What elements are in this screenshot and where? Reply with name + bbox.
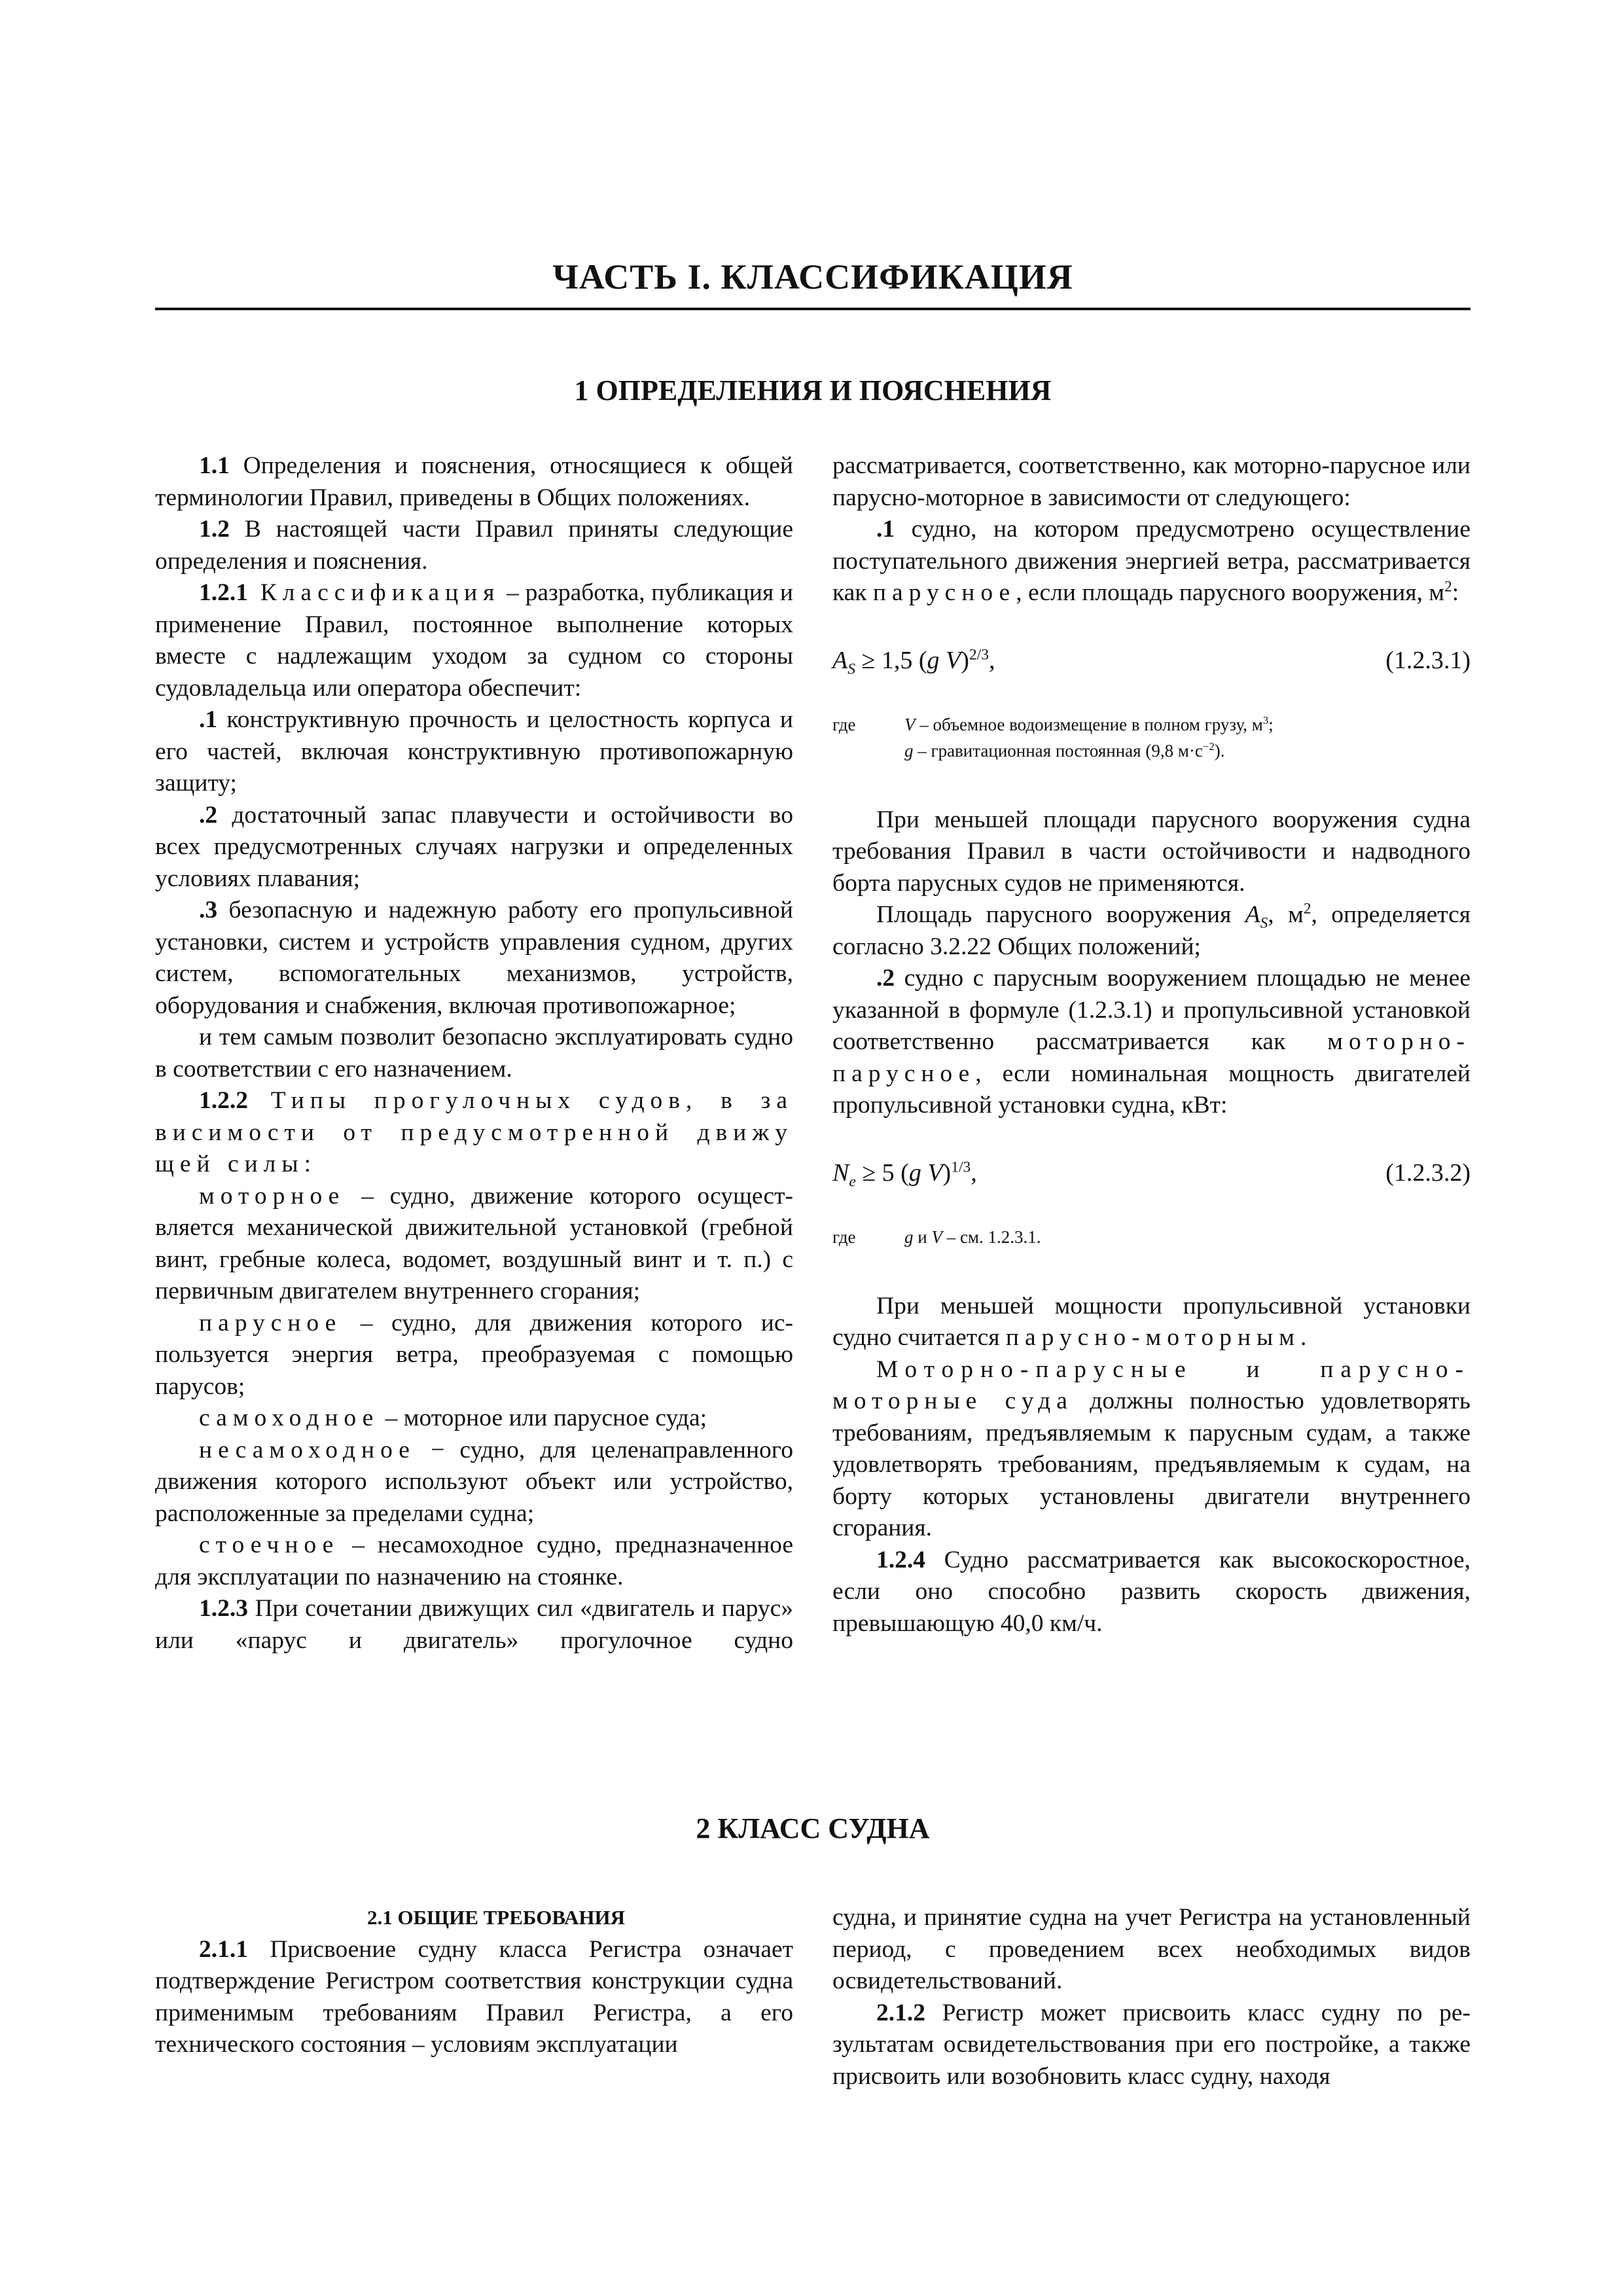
item-2: .2 достаточный запас плавучести и остойчивости во всех предусмотренных случаях нагрузки и определенных условиях плавания; <box>155 801 793 892</box>
section-2-right-column <box>832 1902 1471 2092</box>
formula-number: (1.2.3.1) <box>1385 646 1471 674</box>
paragraph-1-2-2: 1.2.2 Типы прогулочных судов, в за <box>199 1087 793 1114</box>
paragraph-1-2-2-line3: щей силы: <box>155 1151 317 1177</box>
paragraph-continuation: судна, и принятие судна на учет Регистра на установленный период, с проведением всех необходимых видов освидетельствований. <box>832 1904 1471 1994</box>
formula-1-2-3-1: $A_S \ge 1,5$ (g V)$^{2/3}$, (1.2.3.1) <box>832 645 1471 684</box>
section-1-title: 1 ОПРЕДЕЛЕНИЯ И ПОЯСНЕНИЯ <box>574 374 1052 406</box>
formula-number: (1.2.3.2) <box>1385 1158 1471 1187</box>
title-rule <box>155 308 1471 310</box>
paragraph-2-1-1: 2.1.1 Присвоение судну класса Регистра означает подтверждение Регистром соответствия конструкции судна применимым требованиям Правил Регистра, а его технического состояния – условиям эксплуатации <box>155 1935 793 2058</box>
formula-legend-2: где g и V – см. 1.2.3.1. <box>832 1227 1041 1247</box>
term-self-propelled: самоходное – моторное или парусное суда; <box>199 1405 707 1431</box>
paragraph-1-2-1: 1.2.1 Классификация – разработка, публикация и применение Правил, постоянное выполнение которых вместе с надлежащим уходом за судном со стороны судовладельца или оператора обеспечит: <box>155 579 793 702</box>
part-title: ЧАСТЬ I. КЛАССИФИКАЦИЯ <box>552 257 1073 296</box>
section-2-title: 2 КЛАСС СУДНА <box>696 1812 930 1844</box>
item-sail-definition: .1 судно, на котором предусмотрено осуществление поступательного движения энергией ветра, рассматривается как парусное, если площадь парусного вооружения, $м^2$: <box>832 516 1471 606</box>
paragraph-sail-area: Площадь парусного вооружения $A_S$, $м^2$, определяется согласно 3.2.22 Общих положений; <box>832 900 1471 960</box>
item-1: .1 конструктивную прочность и целостность корпуса и его частей, включая конструктивную противопожарную защиту; <box>155 706 793 797</box>
paragraph-motor-sail-requirements: Моторно-парусные и парусно-моторные суда должны полностью удовлетворять требованиям, предъявляемым к парусным судам, а также удовлетворять требованиям, предъявляемым к судам, на борту которых установлены двигатели внутреннего сгорания. <box>832 1355 1471 1541</box>
formula-legend-1: где V – объемное водоизмещение в полном грузу, $м^3$; g – гравитационная постоянная (9,8 $м\cdot с^{-2}$). <box>832 713 1274 761</box>
paragraph-1-2-4: 1.2.4 Судно рассматривается как высокоскоростное, если оно способно развить скорость движения, превышающую 40,0 км/ч. <box>832 1546 1471 1637</box>
paragraph-smaller-power: При меньшей мощности пропульсивной установки судно считается парусно-моторным. <box>832 1292 1471 1351</box>
paragraph-1-2-3: 1.2.3 При сочетании движущих сил «двигатель и парус» или «парус и двигатель» прогулочное судно <box>155 1595 793 1654</box>
paragraph-continuation: рассматривается, соответственно, как моторно-парусное или парусно-моторное в зависимости от следующего: <box>832 452 1471 511</box>
paragraph-1-1: 1.1 Определения и пояснения, относящиеся к общей терминологии Правил, приведены в Общих положениях. <box>155 452 793 511</box>
formula-1-2-3-2: $N_e \ge 5$ (g V)$^{1/3}$, (1.2.3.2) <box>832 1157 1471 1196</box>
term-sail: парусное – судно, для движения которого используется энергия ветра, преобразуемая с помощью парусов; <box>155 1309 793 1400</box>
section-1-left-column <box>155 450 793 1657</box>
paragraph-1-2-2-line2: висимости от предусмотренной движу <box>155 1119 793 1146</box>
paragraph-conclusion: и тем самым позволит безопасно эксплуатировать судно в соответствии с его назначением. <box>155 1024 793 1083</box>
item-3: .3 безопасную и надежную работу его пропульсивной установки, систем и устройств управления судном, других систем, вспомогательных механизмов, устройств, оборудования и снабжения, включая противопожарное; <box>155 897 793 1019</box>
paragraph-smaller-sail-area: При меньшей площади парусного вооружения судна требования Правил в части остойчивости и надводного борта парусных судов не применяются. <box>832 806 1471 897</box>
paragraph-1-2: 1.2 В настоящей части Правил приняты следующие определения и пояснения. <box>155 516 793 575</box>
subsection-2-1-title: 2.1 ОБЩИЕ ТРЕБОВАНИЯ <box>366 1906 626 1929</box>
section-2-left-column <box>155 1902 793 2061</box>
term-non-self-propelled: несамоходное − судно, для целенаправленного движения которого используют объект или устройство, расположенные за пределами судна; <box>155 1436 793 1527</box>
term-motor: моторное – судно, движение которого осуществляется механической движительной установкой (гребной винт, гребные колеса, водомет, воздушный винт и т. п.) с первичным двигателем внутреннего сгорания; <box>155 1182 793 1304</box>
paragraph-2-1-2: 2.1.2 Регистр может присвоить класс судну по результатам освидетельствования при его постройке, а также присвоить или возобновить класс судну, находя <box>832 1999 1471 2090</box>
item-motor-sail-definition: .2 судно с парусным вооружением площадью не менее указанной в формуле (1.2.3.1) и пропульсивной установкой соответственно рассматривается как моторно-парусное, если номинальная мощность двигателей пропульсивной установки судна, кВт: <box>832 965 1471 1119</box>
section-1-right-column <box>832 450 1471 1640</box>
term-stationary: стоечное – несамоходное судно, предназначенное для эксплуатации по назначению на стоянке. <box>155 1532 793 1590</box>
